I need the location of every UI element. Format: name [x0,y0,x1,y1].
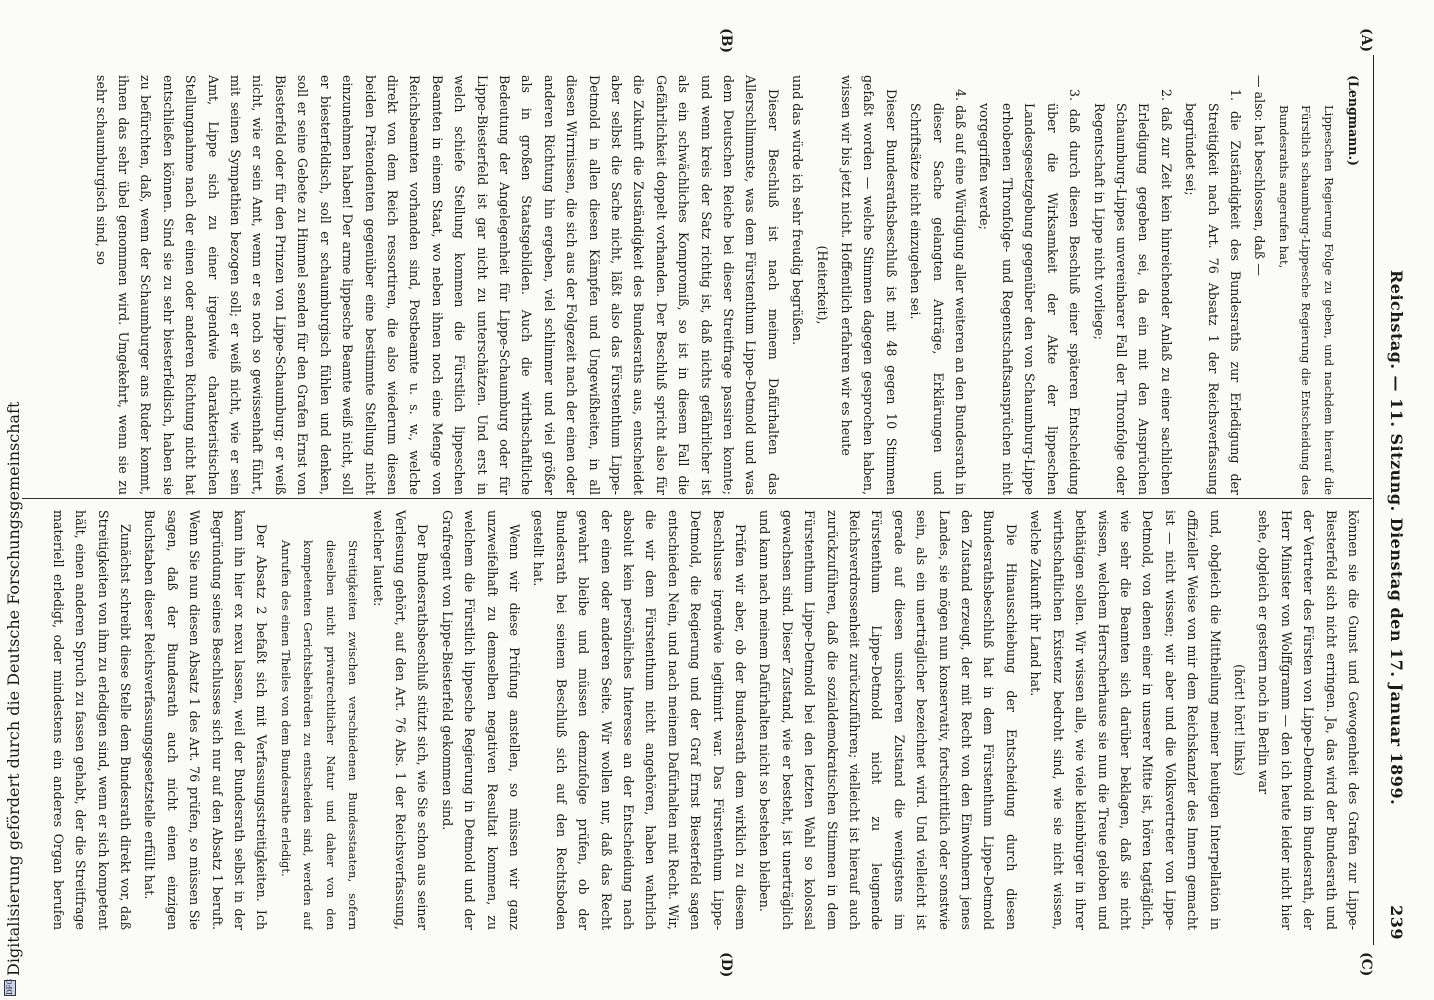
list-item: 2. daß zur Zeit kein hinreichender Anlaß zu einer sachlichen Erledigung gegeben sei, da ein mit den Ansprüchen Schaumburg-Lippes unvereinbarer Fall der Thronfolge oder Regentschaft in Lippe nicht vorliege; [1091,89,1174,495]
margin-marker-d: (D) [718,952,734,978]
paragraph: Prüfen wir aber, ob der Bundesrath dem wirklich zu diesem Beschlusse irgendwie legitimirt war. Das Fürstenthum Lippe-Detmold, die Regierung und der Graf Ernst Biesterfeld sagen entschieden Nein, und nach meinem Dafürhalten mit Recht. Wir, die wir dem Fürstenthum nicht angehören, haben wahrlich absolut kein persönliches Interesse an der Entscheidung nach der einen oder anderen Seite. Wir wollen nur, daß das Recht gewahrt bleibe und müssen demzufolge prüfen, ob der Bundesrath bei seinem Beschluß sich auf den Rechtsboden gestellt hat. [531,510,749,930]
paragraph: Der Bundesrathsbeschluß stützt sich, wie Sie schon aus seiner Verlesung gehört, auf den Art. 76 Abs. 1 der Reichsverfassung, welcher lautet: [370,510,431,930]
paragraph: können sie die Gunst und Gewogenheit des Grafen zur Lippe-Biesterfeld sich nicht erringen. Ja, das wird der Bundesrath und der Vertreter des Fürsten von Lippe-Detmold im Bundesrath, der Herr Minister von Wolffgramm — den ich heute leider nicht hier sehe, obgleich er gestern noch in Berlin war [1256,510,1361,930]
paragraph: Lippeschen Regierung Folge zu geben, und nachdem hierauf die Fürstlich schaumburg-Lippesche Regierung die Entscheidung des Bundesraths angerufen hat, [1276,105,1336,495]
speaker-label: (Lengmann.) [1346,75,1361,166]
paragraph: und, obgleich die Mittheilung meiner heutigen Interpellation in offizieller Weise von mir dem Reichskanzler des Innern gemacht ist — nicht wissen; wir aber und die Volksvertreter von Lippe-Detmold, von denen einer in unserer Mitte ist, hören tagtäglich, wie sehr die Beamten sich darüber beklagen, daß sie nicht wissen, welchem Herrscherhause sie nun die Treue geloben und bethätigen sollen. Wir wissen alle, wie viele kleinbürger in ihrer wirthschaftlichen Existenz bedroht sind, wie sie nicht wissen, welche Zukunft ihr Land hat. [1028,510,1223,930]
column-divider [22,498,1372,499]
margin-marker-a: (A) [1358,28,1374,53]
header-rule [1373,55,1374,945]
paragraph: Zunächst schreibt diese Stelle dem Bundesrath direkt vor, daß Streitigkeiten von ihm zu erledigen sind, wenn er sich kompetent hält, einen anderen Spruch zu fassen gehabt, der die Streitfrage materiell erledigt, oder mindestens ein anderes Organ berufen [50,510,134,930]
paragraph: Die Hinausschiebung der Entscheidung durch diesen Bundesrathsbeschluß hat in dem Fürstenthum Lippe-Detmold den Zustand erzeugt, der mit Recht von den Einwohnern jenes Landes, sie mögen nun konservativ, fortschrittlich oder sonstwie sein, als ein unerträglicher bezeichnet wird. Und vielleicht ist gerade auf diesen unsicheren Zustand die wenigstens im Fürstenthum Lippe-Detmold nicht zu leugnende Reichsverdrossenheit zurückzuführen; vielleicht ist hierauf auch zurückzuführen, daß die sozialdemokratischen Stimmen in dem Fürstenthum Lippe-Detmold bei den letzten Wahl so kolossal gewachsen sind. Dieser Zustand, wie er besteht, ist unerträglich und kann nach meinem Dafürhalten nicht so bestehen bleiben. [757,510,1019,930]
running-title: Reichstag. — 11. Sitzung. Dienstag den 17. Januar 1899. [1387,270,1406,806]
paragraph: Der Absatz 2 befaßt sich mit Verfassungsstreitigkeiten. Ich kann ihn hier ex nexu lassen, weil der Bundesrath selbst in der Begründung seines Beschlusses sich nur auf den Absatz 1 beruft. Wenn Sie nun diesen Absatz 1 des Art. 76 prüfen, so müssen Sie sagen, daß der Bundesrath auch nicht einen einzigen Buchstaben dieser Reichsverfassungsgesetzstelle erfüllt hat. [142,510,270,930]
paragraph: Dieser Bundesrathsbeschluß ist mit 48 gegen 10 Stimmen gefaßt worden — welche Stimmen dagegen gesprochen haben, wissen wir bis jetzt nicht. Hoffentlich erfahren wir es heute [839,75,899,495]
interjection: (Heiterkeit), [814,245,830,325]
dfg-logo: DFG [6,978,14,995]
page-header [1376,60,1406,940]
interjection: (hört! hört! links) [1231,664,1247,776]
quotation: Streitigkeiten zwischen verschiedenen Bundesstaaten, sofern dieselben nicht privatrechtlicher Natur und daher von den kompetenten Gerichtsbehörden zu entscheiden sind, werden auf Anrufen des einen Theiles von dem Bundesrathe erledigt. [278,540,361,930]
margin-marker-b: (B) [718,28,734,54]
list-item: 3. daß durch diesen Beschluß einer späteren Entscheidung über die Wirksamkeit der Akte der lippeschen Landesgesetzgebung gegenüber den von Schaumburg-Lippe erhobenen Thronfolge- und Regentschaftsansprüchen nicht vorgegriffen werde; [977,89,1083,495]
digitization-text: Digitalisierung gefördert durch die Deutsche Forschungsgemeinschaft [4,401,23,976]
digitization-credit [2,0,23,996]
list-item: 4. daß auf eine Würdigung aller weiteren an den Bundesrath in dieser Sache gelangten Anträge, Erklärungen und Schriftsätze nicht einzugehen sei. [908,89,969,495]
list-item: 1. die Zuständigkeit des Bundesraths zur Erledigung der Streitigkeit nach Art. 76 Absatz 1 der Reichsverfassung begründet sei; [1183,89,1243,495]
paragraph: und das würde ich sehr freudig begrüßen. [790,75,806,346]
page-number: 239 [1387,905,1406,940]
left-column [44,75,1364,495]
paragraph: Wenn wir diese Prüfung anstellen, so müssen wir ganz unzweifelhaft zu demselben negativen Resultat kommen, zu welchem die Fürstlich lippesche Regierung in Detmold und der Grafregent von Lippe-Biesterfeld gekommen sind. [439,510,522,930]
paragraph: Dieser Beschluß ist nach meinem Dafürhalten das Allerschlimmste, was dem Fürstenthum Lippe-Detmold und was dem Deutschen Reiche bei dieser Streitfrage passiren konnte; und wenn kreis der Satz richtig ist, daß nichts gefährlicher ist als ein schwächliches Kompromiß, so ist in diesem Fall die Gefährlichkeit doppelt vorhanden. Der Beschluß spricht also für die Zukunft die Zuständigkeit des Bundesraths aus, entscheidet aber selbst die Sache nicht, läßt also das Fürstenthum Lippe-Detmold in allen diesen Kämpfen und Ungewißheiten, in all diesen Wirrnissen, die sich aus der Folgezeit nach der einen oder anderen Richtung hin ergeben, viel schlimmer und viel größer als in großen Staatsgebilden. Auch die wirthschaftliche Bedeutung der Angelegenheit für Lippe-Schaumburg oder für Lippe-Biesterfeld ist gar nicht zu unterschätzen. Und erst in welch schiefe Stellung kommen die Fürstlich lippeschen Beamten in einem Staat, wo neben ihnen noch eine Menge von Reichsbeamten vorhanden sind, Postbeamte u. s. w., welche direkt von dem Reich ressortiren, die also wiederum diesen beiden Prätendenten gegenüber eine bestimmte Stellung nicht einzunehmen haben! Der arme lippesche Beamte weiß nicht, soll er biesterfeldisch, soll er schaumburgisch fühlen und denken, soll er seine Gebete zu Himmel senden für den Grafen Ernst von Biesterfeld oder für den Prinzen von Lippe-Schaumburg; er weiß nicht, wie er sein Amt, wenn er es noch so gewissenhaft führt, mit seinen Sympathien bezogen soll; er weiß nicht, wie er sein Amt, Lippe sich zu einer irgendwie charakteristischen Stellungnahme nach der einen oder anderen Richtung nicht hat entschließen können. Sind sie zu sehr biesterfeldisch, haben sie zu befürchten, daß, wenn der Schaumburger ans Ruder kommt, ihnen das sehr übel genommen wird. Umgekehrt, wenn sie zu sehr schaumburgisch sind, so [93,75,781,495]
margin-marker-c: (C) [1358,952,1374,977]
paragraph: — also: hat beschlossen, daß — [1252,75,1268,276]
right-column [44,510,1364,930]
